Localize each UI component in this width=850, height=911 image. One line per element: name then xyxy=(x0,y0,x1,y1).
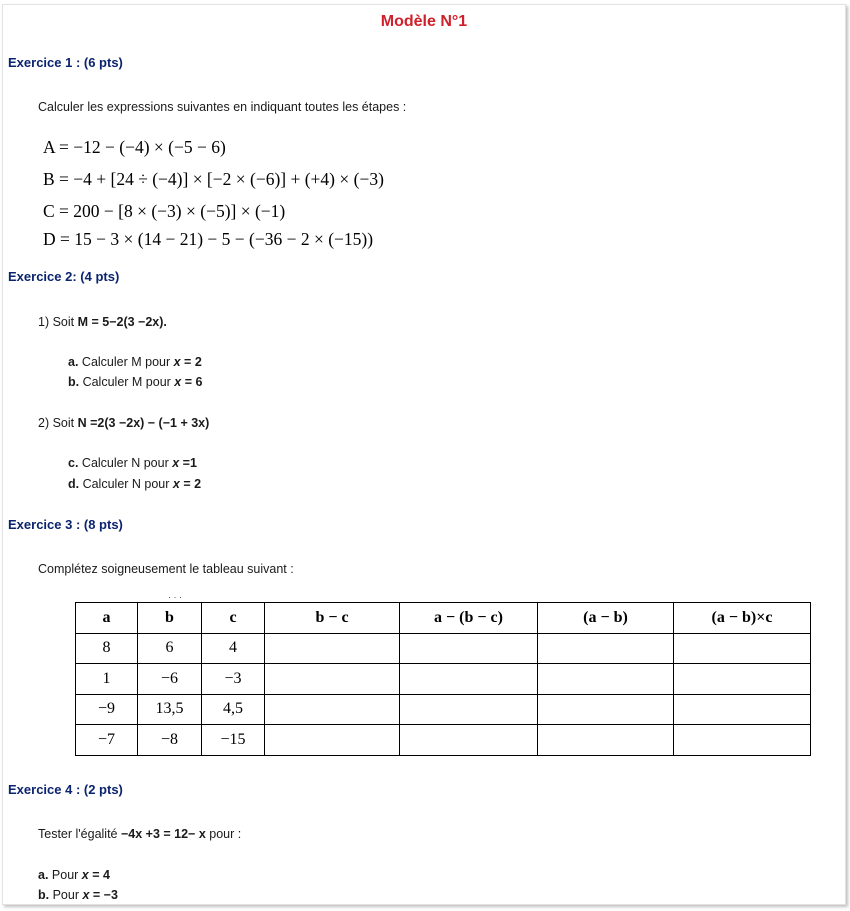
exercise-1-heading: Exercice 1 : (6 pts) xyxy=(8,55,123,70)
table-row xyxy=(76,664,811,695)
equality-expression: −4x +3 = 12− x xyxy=(120,827,206,841)
expression-a: A = −12 − (−4) × (−5 − 6) xyxy=(43,137,226,157)
table-cell-blank[interactable] xyxy=(265,633,400,664)
table-row xyxy=(76,725,811,756)
table-cell: 4 xyxy=(202,633,265,664)
exercise-2-item-a: a. Calculer M pour x = 2 xyxy=(68,355,202,369)
table-cell-blank[interactable] xyxy=(674,664,811,695)
table-cell-blank[interactable] xyxy=(674,633,811,664)
table-cell-blank[interactable] xyxy=(400,633,538,664)
scratch-marks: · · · xyxy=(168,592,182,602)
exercise-4-instruction: Tester l'égalité −4x +3 = 12− x pour : xyxy=(38,827,242,841)
header-b-minus-c: b − c xyxy=(265,603,400,634)
table-cell: −15 xyxy=(202,725,265,756)
table-cell: 1 xyxy=(76,664,138,695)
expression-b: B = −4 + [24 ÷ (−4)] × [−2 × (−6)] + (+4) × (−3) xyxy=(43,169,384,189)
table-cell: 6 xyxy=(138,633,202,664)
table-row xyxy=(76,633,811,664)
table-cell-blank[interactable] xyxy=(400,725,538,756)
table-cell: −8 xyxy=(138,725,202,756)
exercise-3-instruction: Complétez soigneusement le tableau suivant : xyxy=(38,562,294,576)
exercise-4-item-b: b. Pour x = −3 xyxy=(38,888,118,902)
expression-c: C = 200 − [8 × (−3) × (−5)] × (−1) xyxy=(43,201,286,221)
table-cell: −9 xyxy=(76,694,138,725)
table-cell-blank[interactable] xyxy=(674,694,811,725)
table-cell: 13,5 xyxy=(138,694,202,725)
table-cell-blank[interactable] xyxy=(538,633,674,664)
exercise-2-item-b: b. Calculer M pour x = 6 xyxy=(68,375,203,389)
table-cell-blank[interactable] xyxy=(538,725,674,756)
header-a-minus-b-minus-c: a − (b − c) xyxy=(400,603,538,634)
header-a-minus-b: (a − b) xyxy=(538,603,674,634)
exercise-2-heading: Exercice 2: (4 pts) xyxy=(8,269,120,284)
table-cell-blank[interactable] xyxy=(400,694,538,725)
table-cell-blank[interactable] xyxy=(674,725,811,756)
table-cell-blank[interactable] xyxy=(400,664,538,695)
table-cell: −6 xyxy=(138,664,202,695)
table-cell: −3 xyxy=(202,664,265,695)
header-a-minus-b-times-c: (a − b)×c xyxy=(674,603,811,634)
header-b: b xyxy=(138,603,202,634)
exercise-4-item-a: a. Pour x = 4 xyxy=(38,868,110,882)
expression-n: N =2(3 −2x) − (−1 + 3x) xyxy=(77,416,210,430)
table-header-row xyxy=(76,603,811,634)
table-cell-blank[interactable] xyxy=(265,664,400,695)
table-cell-blank[interactable] xyxy=(538,664,674,695)
table-row xyxy=(76,694,811,725)
exercise-2-item-c: c. Calculer N pour x =1 xyxy=(68,456,197,470)
document-page xyxy=(2,4,846,905)
table-cell: 8 xyxy=(76,633,138,664)
page-title: Modèle N°1 xyxy=(380,13,468,30)
exercise-3-heading: Exercice 3 : (8 pts) xyxy=(8,517,123,532)
exercise-2-question-1: 1) Soit M = 5−2(3 −2x). xyxy=(38,315,167,329)
table-cell: −7 xyxy=(76,725,138,756)
table-cell-blank[interactable] xyxy=(265,694,400,725)
table-cell-blank[interactable] xyxy=(265,725,400,756)
exercise-2-question-2: 2) Soit N =2(3 −2x) − (−1 + 3x) xyxy=(38,416,210,430)
exercise-2-item-d: d. Calculer N pour x = 2 xyxy=(68,477,202,491)
expression-m: M = 5−2(3 −2x). xyxy=(77,315,167,329)
table-cell: 4,5 xyxy=(202,694,265,725)
header-c: c xyxy=(202,603,265,634)
values-table xyxy=(75,602,811,756)
table-cell-blank[interactable] xyxy=(538,694,674,725)
expression-d: D = 15 − 3 × (14 − 21) − 5 − (−36 − 2 × (−15)) xyxy=(43,229,374,249)
exercise-4-heading: Exercice 4 : (2 pts) xyxy=(8,782,123,797)
header-a: a xyxy=(76,603,138,634)
exercise-1-instruction: Calculer les expressions suivantes en indiquant toutes les étapes : xyxy=(38,100,407,114)
